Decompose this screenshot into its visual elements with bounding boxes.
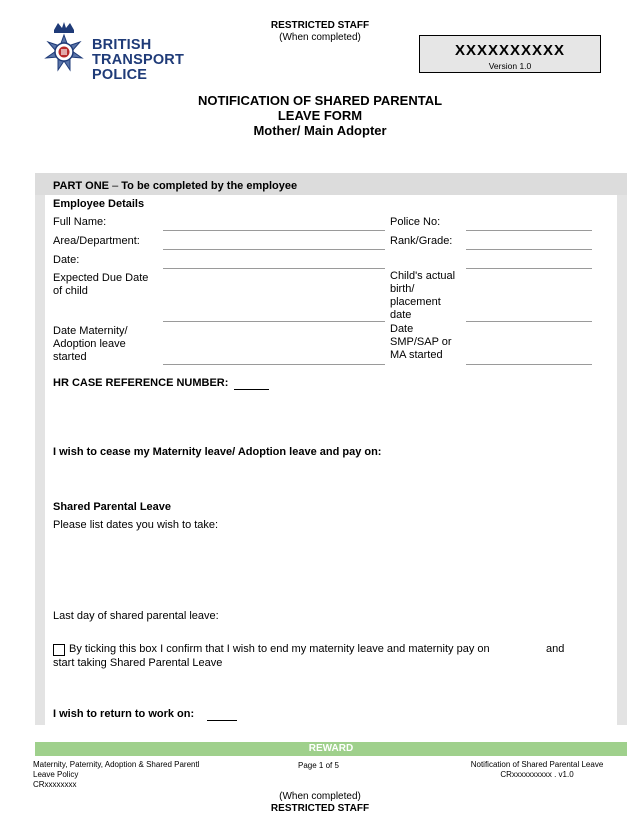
restricted-label-bottom: RESTRICTED STAFF [270, 803, 370, 814]
footer-form-ref [466, 760, 608, 780]
childs-birth-line-1: Child's actual [390, 270, 456, 282]
maternity-start-field[interactable] [163, 364, 385, 365]
last-day-label: Last day of shared parental leave: [53, 610, 219, 622]
form-title-line-1: NOTIFICATION OF SHARED PARENTAL [197, 93, 443, 108]
maternity-start-label [53, 325, 128, 364]
maternity-start-line-2: Adoption leave [53, 338, 126, 350]
reference-code: XXXXXXXXXX [454, 42, 566, 59]
logo-line-2: TRANSPORT [92, 52, 185, 68]
confirm-text-line-1: By ticking this box I confirm that I wish to end my maternity leave and maternity pay on [69, 643, 490, 655]
restricted-label-top: RESTRICTED STAFF [270, 20, 370, 31]
area-department-label: Area/Department: [53, 235, 140, 247]
rank-grade-label: Rank/Grade: [390, 235, 453, 247]
form-subtitle: Mother/ Main Adopter [253, 123, 387, 138]
childs-birth-label [390, 270, 455, 322]
smp-start-line-3: MA started [390, 349, 443, 361]
footer-policy-line-2: Leave Policy [33, 770, 79, 779]
reward-banner: REWARD [35, 742, 627, 756]
rank-grade-field[interactable] [466, 249, 592, 250]
area-department-field[interactable] [163, 249, 385, 250]
part-one-dash: – [109, 180, 122, 192]
part-one-heading [53, 180, 297, 192]
footer-policy-line-1: Maternity, Paternity, Adoption & Shared Parentl [33, 760, 200, 769]
hr-case-field[interactable] [234, 389, 269, 390]
maternity-start-line-1: Date Maternity/ [53, 325, 128, 337]
police-crest-icon [40, 20, 88, 84]
cease-leave-text: I wish to cease my Maternity leave/ Adoption leave and pay on: [53, 446, 382, 458]
smp-start-label [390, 323, 452, 362]
date-field[interactable] [163, 268, 385, 269]
restricted-footer [220, 791, 420, 815]
logo-text [92, 38, 184, 83]
childs-birth-line-4: date [390, 309, 412, 321]
return-to-work-label: I wish to return to work on: [53, 708, 195, 720]
btp-logo [40, 18, 200, 88]
form-title-line-2: LEAVE FORM [277, 108, 363, 123]
police-no-label: Police No: [390, 216, 441, 228]
footer-policy-line-3: CRxxxxxxxx [33, 780, 77, 789]
confirm-text-line-2: start taking Shared Parental Leave [53, 657, 223, 669]
employee-details-heading: Employee Details [53, 198, 145, 210]
smp-start-line-2: SMP/SAP or [390, 336, 452, 348]
logo-line-3: POLICE [92, 67, 148, 83]
page-number: Page 1 of 5 [298, 761, 339, 770]
expected-due-line-1: Expected Due Date [53, 272, 149, 284]
full-name-field[interactable] [163, 230, 385, 231]
smp-start-field[interactable] [466, 364, 592, 365]
shared-parental-heading: Shared Parental Leave [53, 501, 172, 513]
date-field-right[interactable] [466, 268, 592, 269]
full-name-label: Full Name: [53, 216, 107, 228]
smp-start-line-1: Date [390, 323, 414, 335]
expected-due-label [53, 272, 148, 298]
form-title [150, 93, 490, 138]
list-dates-label: Please list dates you wish to take: [53, 519, 219, 531]
police-no-field[interactable] [466, 230, 592, 231]
return-to-work-field[interactable] [207, 720, 237, 721]
confirm-checkbox[interactable] [53, 644, 65, 656]
footer-form-ref-line-1: Notification of Shared Parental Leave [470, 760, 604, 769]
logo-line-1: BRITISH [92, 37, 152, 53]
hr-case-label: HR CASE REFERENCE NUMBER: [53, 377, 229, 389]
childs-birth-line-2: birth/ [390, 283, 415, 295]
part-one-bold: PART ONE [53, 180, 110, 192]
reference-box [419, 35, 601, 73]
part-one-rest: To be completed by the employee [121, 180, 298, 192]
reference-version: Version 1.0 [488, 61, 532, 71]
when-completed-bottom: (When completed) [279, 791, 361, 802]
restricted-header [220, 20, 420, 44]
footer-form-ref-line-2: CRxxxxxxxxxx . v1.0 [500, 770, 574, 779]
childs-birth-field[interactable] [466, 321, 592, 322]
expected-due-line-2: of child [53, 285, 88, 297]
expected-due-field[interactable] [163, 321, 385, 322]
footer-policy [33, 760, 199, 790]
date-label: Date: [53, 254, 80, 266]
childs-birth-line-3: placement [390, 296, 441, 308]
maternity-start-line-3: started [53, 351, 87, 363]
when-completed-top: (When completed) [279, 32, 361, 43]
confirm-text-and: and [546, 643, 565, 655]
